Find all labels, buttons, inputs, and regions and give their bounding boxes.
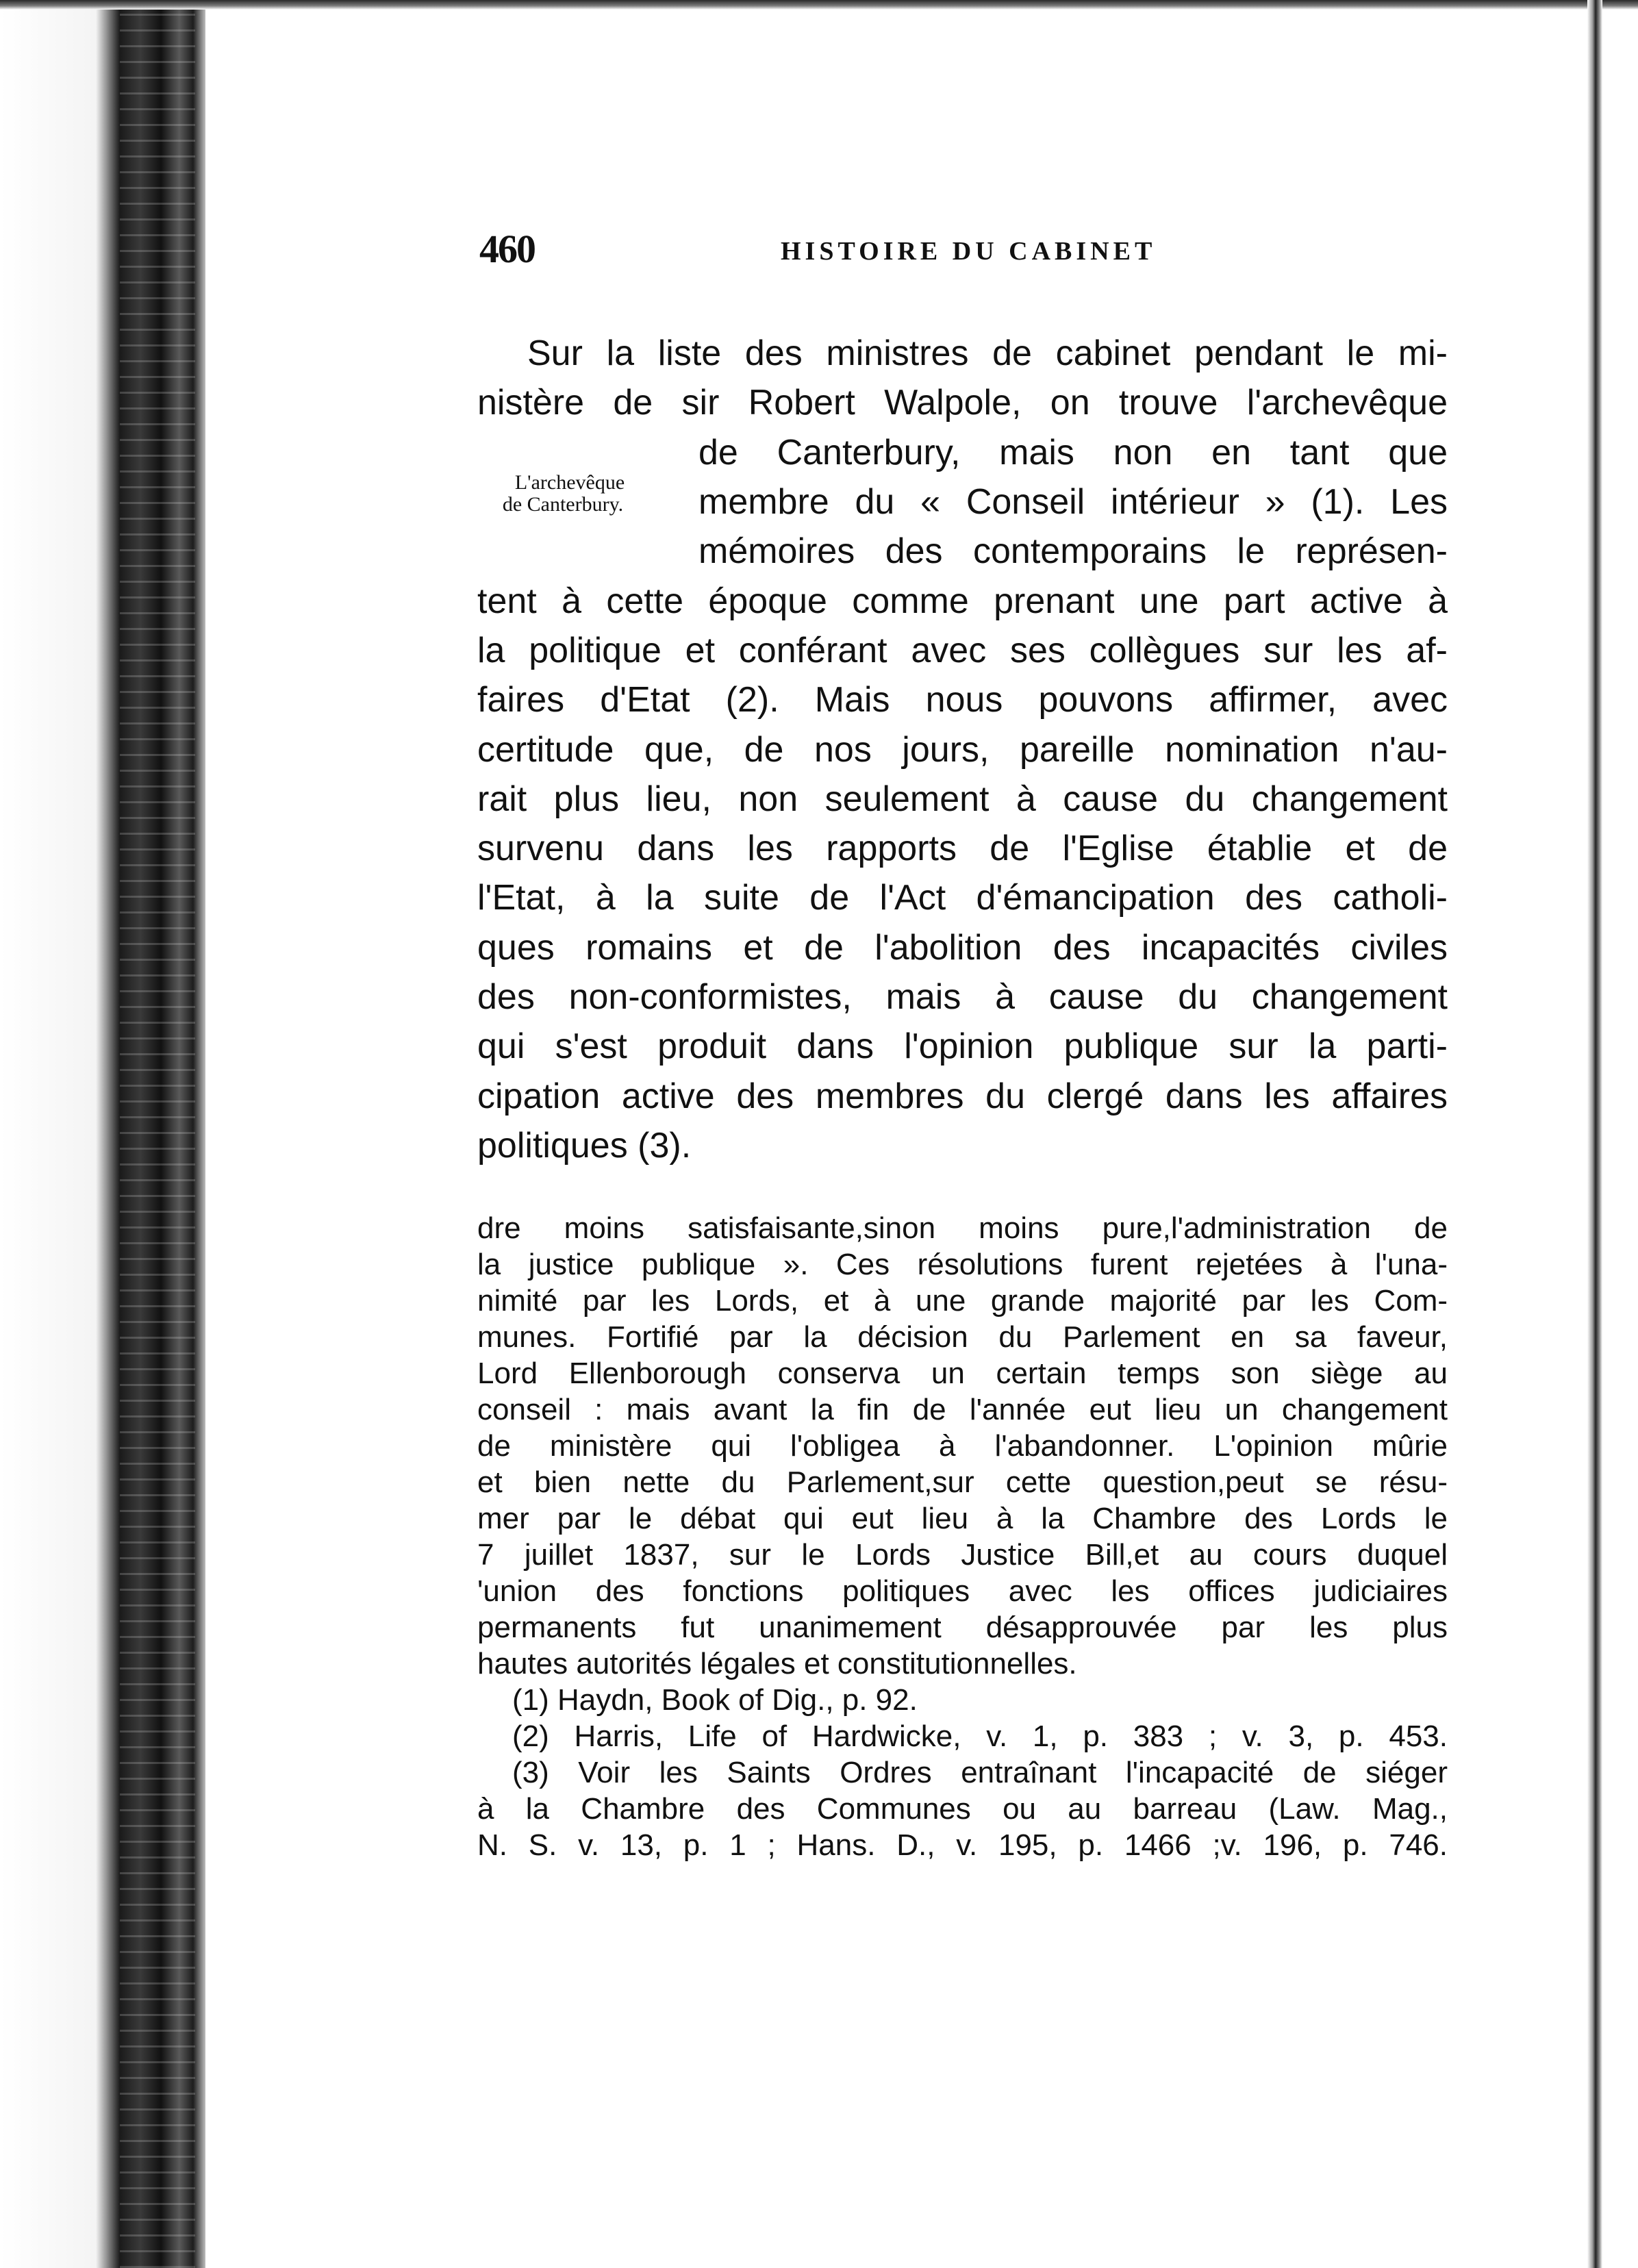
footnote-line: conseil : mais avant la fin de l'année eut lieu un changement — [477, 1393, 1448, 1426]
footnote-1: (1) Haydn, Book of Dig., p. 92. — [512, 1683, 918, 1717]
footnote-line: de ministère qui l'obligea à l'abandonner. L'opinion mûrie — [477, 1429, 1448, 1463]
body-line: des non-conformistes, mais à cause du changement — [477, 977, 1448, 1017]
body-line: ques romains et de l'abolition des incapacités civiles — [477, 928, 1448, 968]
footnote-3-line: (3) Voir les Saints Ordres entraînant l'incapacité de siéger — [512, 1756, 1448, 1789]
body-line: l'Etat, à la suite de l'Act d'émancipation des catholi- — [477, 878, 1448, 918]
footnote-line: nimité par les Lords, et à une grande majorité par les Com- — [477, 1284, 1448, 1318]
footnote-line: et bien nette du Parlement,sur cette question,peut se résu- — [477, 1465, 1448, 1499]
footnote-line: dre moins satisfaisante,sinon moins pure,l'administration de — [477, 1211, 1448, 1245]
margin-note-line-2: de Canterbury. — [502, 493, 624, 516]
margin-note-line-1: L'archevêque — [514, 471, 625, 494]
body-line: la politique et conférant avec ses collègues sur les af- — [477, 631, 1448, 670]
footnote-line: 'union des fonctions politiques avec les offices judiciaires — [477, 1574, 1448, 1608]
body-line: membre du « Conseil intérieur » (1). Les — [698, 482, 1448, 522]
body-line: survenu dans les rapports de l'Eglise établie et de — [477, 829, 1448, 868]
footnote-line: munes. Fortifié par la décision du Parlement en sa faveur, — [477, 1320, 1448, 1354]
body-line: nistère de sir Robert Walpole, on trouve l'archevêque — [477, 383, 1448, 423]
running-head: HISTOIRE DU CABINET — [781, 237, 1157, 266]
body-line: cipation active des membres du clergé dans les affaires — [477, 1076, 1448, 1116]
body-line: politiques (3). — [477, 1126, 692, 1166]
footnote-3-line: à la Chambre des Communes ou au barreau (Law. Mag., — [477, 1792, 1448, 1826]
footnote-line: permanents fut unanimement désapprouvée par les plus — [477, 1611, 1448, 1644]
footnote-line: hautes autorités légales et constitutionnelles. — [477, 1647, 1077, 1680]
body-line: certitude que, de nos jours, pareille nomination n'au- — [477, 730, 1448, 770]
footnote-3-line: N. S. v. 13, p. 1 ; Hans. D., v. 195, p. 1466 ;v. 196, p. 746. — [477, 1828, 1448, 1862]
body-line: de Canterbury, mais non en tant que — [698, 433, 1448, 473]
body-line: mémoires des contemporains le représen- — [698, 531, 1448, 571]
footnote-line: Lord Ellenborough conserva un certain temps son siège au — [477, 1357, 1448, 1390]
body-line: qui s'est produit dans l'opinion publique sur la parti- — [477, 1026, 1448, 1066]
body-line: faires d'Etat (2). Mais nous pouvons affirmer, avec — [477, 680, 1448, 720]
footnote-2: (2) Harris, Life of Hardwicke, v. 1, p. 383 ; v. 3, p. 453. — [512, 1719, 1448, 1753]
footnote-line: la justice publique ». Ces résolutions furent rejetées à l'una- — [477, 1248, 1448, 1281]
footnote-line: 7 juillet 1837, sur le Lords Justice Bill,et au cours duquel — [477, 1538, 1448, 1572]
body-line: rait plus lieu, non seulement à cause du changement — [477, 779, 1448, 819]
footnote-line: mer par le débat qui eut lieu à la Chambre des Lords le — [477, 1502, 1448, 1535]
page-number: 460 — [479, 227, 535, 271]
body-line: Sur la liste des ministres de cabinet pendant le mi- — [527, 333, 1448, 373]
body-line: tent à cette époque comme prenant une part active à — [477, 581, 1448, 621]
